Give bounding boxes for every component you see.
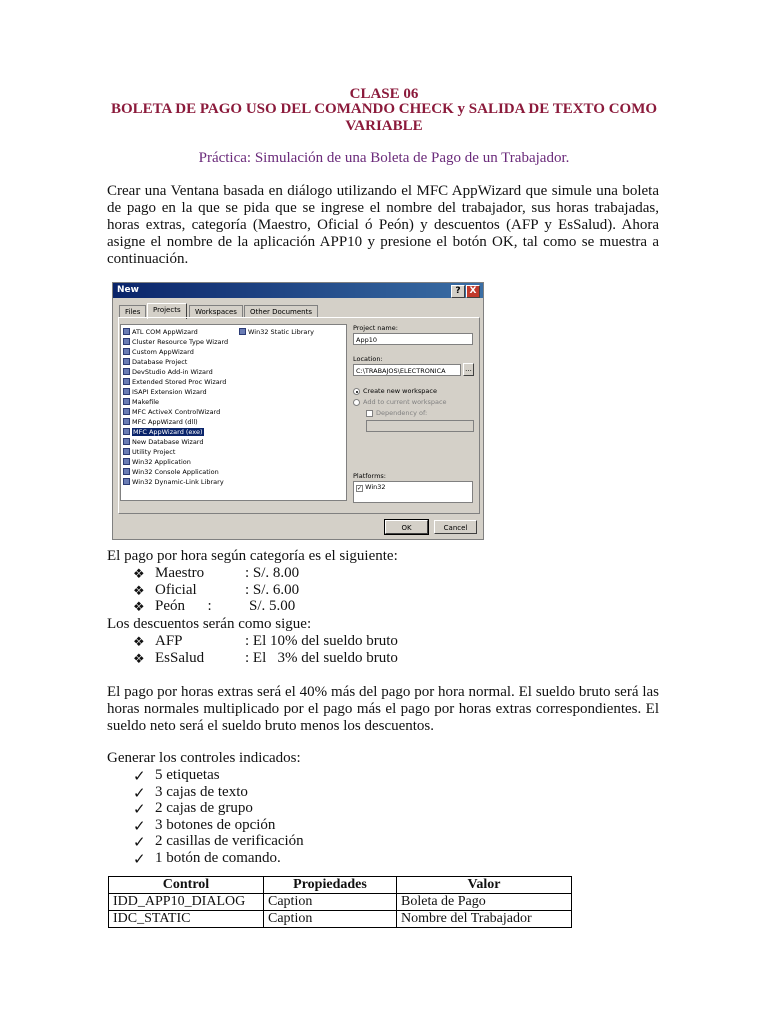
tab-other-documents[interactable]: Other Documents (244, 305, 318, 318)
table-header: Propiedades (264, 877, 397, 894)
table-cell: IDC_STATIC (109, 911, 264, 928)
project-type-icon (123, 338, 130, 345)
properties-table (108, 876, 572, 928)
checkmark-icon: ✓ (133, 835, 146, 851)
project-type-icon (123, 358, 130, 365)
add-workspace-label: Add to current workspace (363, 398, 447, 406)
table-cell: Caption (264, 894, 397, 911)
pago-heading: El pago por hora según categoría es el siguiente: (107, 548, 398, 564)
table-header-row (109, 877, 572, 894)
table-row (109, 911, 572, 928)
pago-value: : S/. 6.00 (245, 582, 300, 598)
platform-item: Win32 (365, 483, 386, 491)
practica-subtitle: Práctica: Simulación de una Boleta de Pago de un Trabajador. (198, 150, 570, 166)
list-item[interactable]: ISAPI Extension Wizard (123, 387, 207, 397)
descuentos-heading: Los descuentos serán como sigue: (107, 616, 312, 632)
dependency-select[interactable] (366, 420, 474, 432)
list-item[interactable]: ATL COM AppWizard (123, 327, 198, 337)
project-type-list[interactable] (120, 324, 347, 501)
table-cell: Boleta de Pago (397, 894, 572, 911)
list-item[interactable]: Database Project (123, 357, 187, 367)
controles-heading: Generar los controles indicados: (107, 750, 301, 766)
add-workspace-radio[interactable] (353, 399, 360, 406)
location-label: Location: (353, 355, 383, 363)
list-item[interactable]: Cluster Resource Type Wizard (123, 337, 228, 347)
list-item[interactable]: Win32 Static Library (239, 327, 314, 337)
pago-name: Peón : (155, 598, 212, 614)
table-header: Valor (397, 877, 572, 894)
table-cell: Nombre del Trabajador (397, 911, 572, 928)
list-item[interactable]: Utility Project (123, 447, 175, 457)
list-item[interactable]: Custom AppWizard (123, 347, 194, 357)
project-name-input[interactable]: App10 (353, 333, 473, 345)
control-item: 2 casillas de verificación (155, 833, 304, 849)
checkmark-icon: ✓ (133, 786, 146, 802)
control-item: 1 botón de comando. (155, 850, 281, 866)
descuento-value: : El 3% del sueldo bruto (245, 650, 398, 666)
ok-button[interactable]: OK (385, 520, 428, 534)
table-cell: IDD_APP10_DIALOG (109, 894, 264, 911)
dialog-title-bar (113, 283, 483, 298)
cancel-button[interactable]: Cancel (434, 520, 477, 534)
pago-value: : S/. 8.00 (245, 565, 300, 581)
extras-paragraph: El pago por horas extras será el 40% más del pago por hora normal. El sueldo bruto será las horas normales multiplicado por el pago más el pago por horas extras correspondientes. El sueldo neto será el sueldo bruto menos los descuentos. (107, 684, 659, 734)
location-input[interactable]: C:\TRABAJOS\ELECTRONICA (353, 364, 461, 376)
page-title-line2: VARIABLE (345, 118, 423, 134)
project-type-icon (123, 388, 130, 395)
project-type-icon (123, 408, 130, 415)
list-item[interactable]: Makefile (123, 397, 159, 407)
tab-projects[interactable]: Projects (147, 303, 187, 319)
project-type-icon (123, 428, 130, 435)
project-name-label: Project name: (353, 324, 398, 332)
list-item[interactable]: MFC AppWizard (dll) (123, 417, 198, 427)
diamond-bullet-icon: ❖ (133, 583, 145, 598)
control-item: 2 cajas de grupo (155, 800, 253, 816)
project-type-icon (239, 328, 246, 335)
descuento-name: AFP (155, 633, 183, 649)
platforms-list[interactable] (353, 481, 473, 503)
list-item[interactable]: Win32 Dynamic-Link Library (123, 477, 224, 487)
class-number: CLASE 06 (349, 86, 419, 102)
platforms-label: Platforms: (353, 472, 386, 480)
pago-name: Maestro (155, 565, 205, 581)
project-type-icon (123, 328, 130, 335)
descuento-value: : El 10% del sueldo bruto (245, 633, 398, 649)
win32-checkbox[interactable]: ✓ (357, 485, 363, 492)
project-type-icon (123, 348, 130, 355)
diamond-bullet-icon: ❖ (133, 566, 145, 581)
control-item: 5 etiquetas (155, 767, 220, 783)
descuento-name: EsSalud (155, 650, 205, 666)
checkmark-icon: ✓ (133, 769, 146, 785)
project-type-icon (123, 378, 130, 385)
dependency-label: Dependency of: (376, 409, 428, 417)
project-type-icon (123, 368, 130, 375)
page-title-line1: BOLETA DE PAGO USO DEL COMANDO CHECK y SALIDA DE TEXTO COMO (110, 101, 658, 117)
help-button[interactable]: ? (451, 285, 465, 298)
list-item[interactable]: Win32 Console Application (123, 467, 219, 477)
list-item[interactable]: DevStudio Add-in Wizard (123, 367, 213, 377)
table-row (109, 894, 572, 911)
checkmark-icon: ✓ (133, 802, 146, 818)
create-workspace-label: Create new workspace (363, 387, 437, 395)
list-item[interactable]: New Database Wizard (123, 437, 204, 447)
control-item: 3 botones de opción (155, 817, 276, 833)
browse-button[interactable]: ... (463, 363, 474, 376)
diamond-bullet-icon: ❖ (133, 599, 145, 614)
table-cell: Caption (264, 911, 397, 928)
tab-files[interactable]: Files (119, 305, 146, 318)
project-type-icon (123, 418, 130, 425)
pago-name: Oficial (155, 582, 197, 598)
list-item[interactable]: Win32 Application (123, 457, 191, 467)
project-type-icon (123, 468, 130, 475)
project-type-icon (123, 458, 130, 465)
list-item[interactable]: Extended Stored Proc Wizard (123, 377, 226, 387)
list-item[interactable]: MFC ActiveX ControlWizard (123, 407, 220, 417)
project-type-icon (123, 448, 130, 455)
new-project-dialog (112, 282, 484, 540)
project-type-icon (123, 398, 130, 405)
checkmark-icon: ✓ (133, 819, 146, 835)
dependency-checkbox[interactable] (366, 410, 373, 417)
project-type-icon (123, 478, 130, 485)
control-item: 3 cajas de texto (155, 784, 248, 800)
checkmark-icon: ✓ (133, 852, 146, 868)
table-header: Control (109, 877, 264, 894)
tab-workspaces[interactable]: Workspaces (189, 305, 243, 318)
diamond-bullet-icon: ❖ (133, 634, 145, 649)
create-workspace-radio[interactable] (353, 388, 360, 395)
dialog-title: New (117, 285, 139, 295)
list-item-selected[interactable]: MFC AppWizard (exe) (123, 427, 204, 437)
project-type-icon (123, 438, 130, 445)
intro-paragraph: Crear una Ventana basada en diálogo utilizando el MFC AppWizard que simule una boleta de pago en la que se pida que se ingrese el nombre del trabajador, sus horas trabajadas, horas extras, categoría (Maestro, Oficial ó Peón) y descuentos (AFP y EsSalud). Ahora asigne el nombre de la aplicación APP10 y presione el botón OK, tal como se muestra a continuación. (107, 183, 659, 267)
pago-value: S/. 5.00 (249, 598, 296, 614)
diamond-bullet-icon: ❖ (133, 651, 145, 666)
close-button[interactable]: X (466, 285, 480, 298)
